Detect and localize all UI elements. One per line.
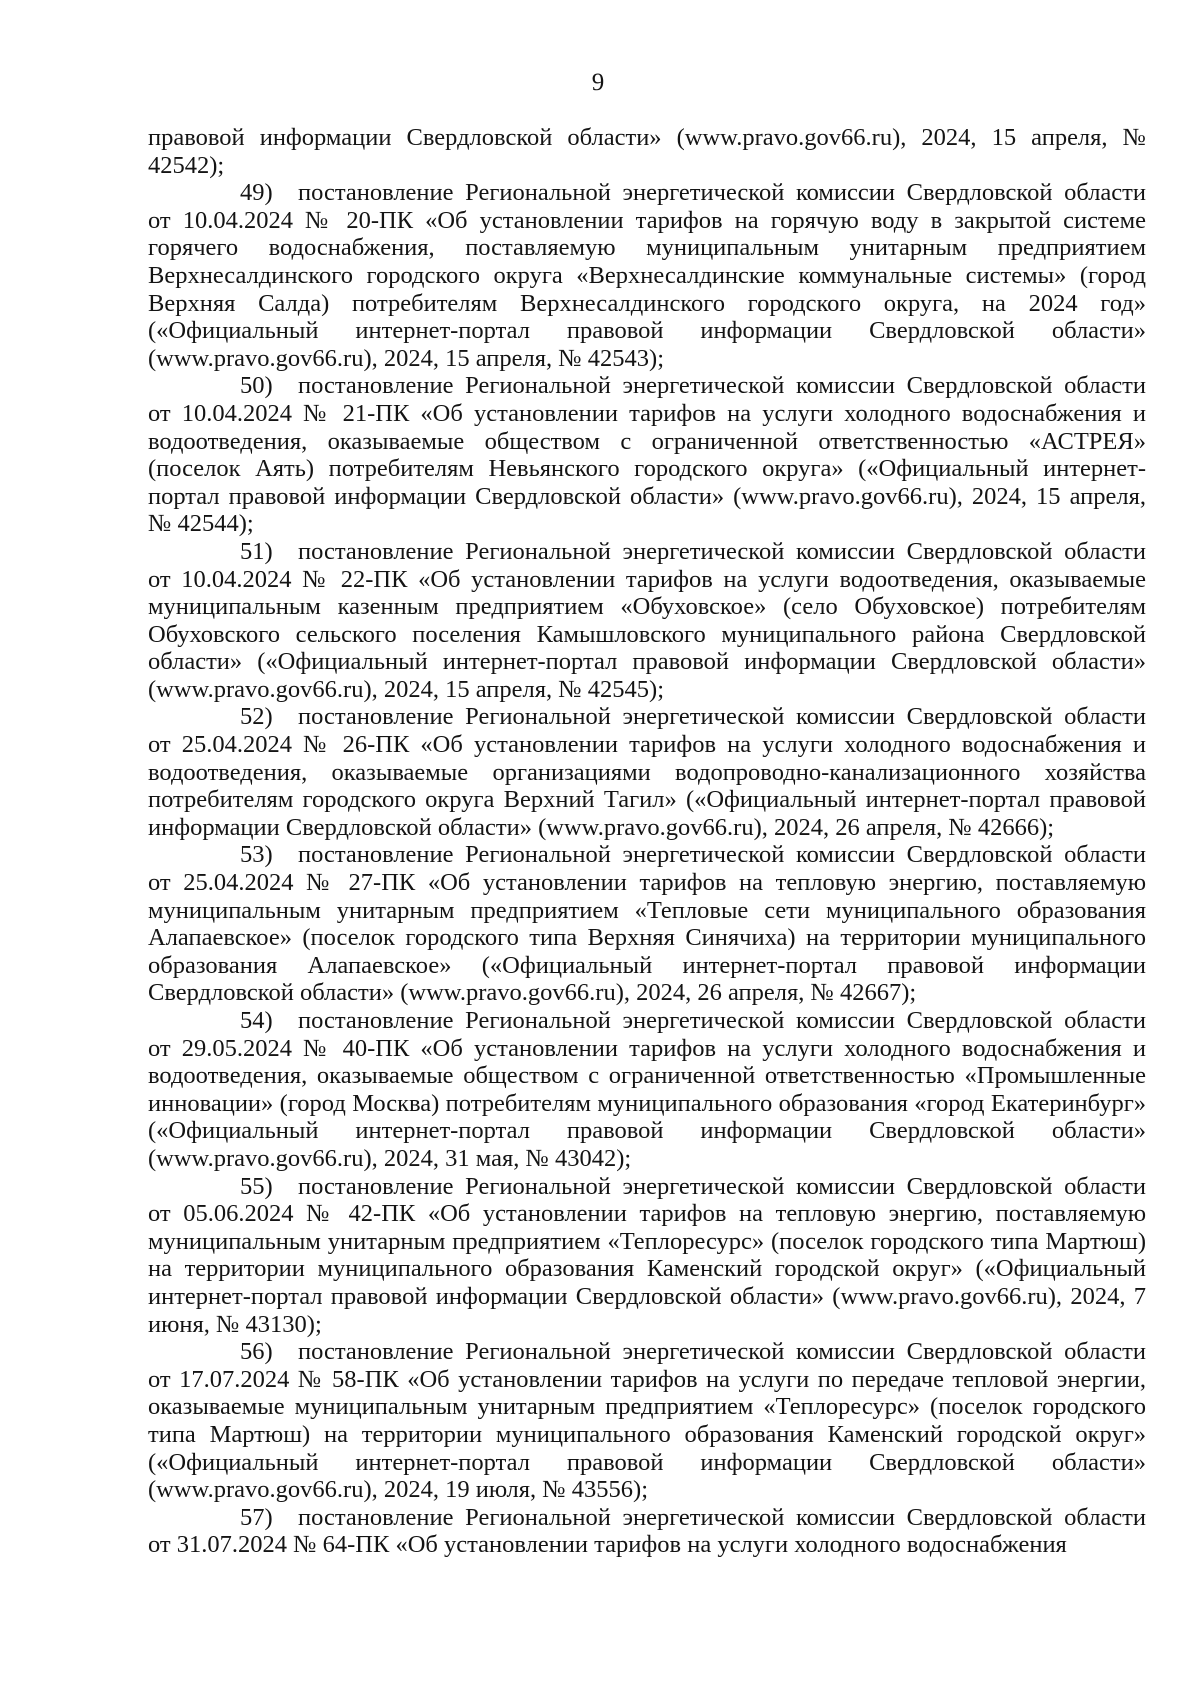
item-number: 57)	[240, 1503, 273, 1531]
list-item	[148, 841, 1146, 1007]
item-number: 55)	[240, 1172, 273, 1200]
item-number: 51)	[240, 537, 273, 565]
item-text: постановление Региональной энергетической комиссии Свердловской области от 05.06.2024 № 42-ПК «Об установлении тарифов на тепловую энергию, поставляемую муниципальным унитарным предприятием «Теплоресурс» (поселок городского типа Мартюш) на территории муниципального образования Каменский городской округ» («Официальный интернет-портал правовой информации Свердловской области» (www.pravo.gov66.ru), 2024, 7 июня, № 43130);	[148, 1172, 1146, 1338]
item-text: постановление Региональной энергетической комиссии Свердловской области от 10.04.2024 № 22-ПК «Об установлении тарифов на услуги водоотведения, оказываемые муниципальным казенным предприятием «Обуховское» (село Обуховское) потребителям Обуховского сельского поселения Камышловского муниципального района Свердловской области» («Официальный интернет-портал правовой информации Свердловской области» (www.pravo.gov66.ru), 2024, 15 апреля, № 42545);	[148, 537, 1146, 703]
item-number: 54)	[240, 1007, 273, 1034]
list-item	[148, 372, 1146, 538]
document-body	[148, 124, 1146, 1559]
list-item	[148, 179, 1146, 372]
list-item	[148, 1007, 1146, 1173]
item-text: постановление Региональной энергетической комиссии Свердловской области от 29.05.2024 № 40-ПК «Об установлении тарифов на услуги холодного водоснабжения и водоотведения, оказываемые обществом с ограниченной ответственностью «Промышленные инновации» (город Москва) потребителям муниципального образования «город Екатеринбург» («Официальный интернет-портал правовой информации Свердловской области» (www.pravo.gov66.ru), 2024, 31 мая, № 43042);	[148, 1007, 1146, 1172]
item-text: постановление Региональной энергетической комиссии Свердловской области от 25.04.2024 № 27-ПК «Об установлении тарифов на тепловую энергию, поставляемую муниципальным унитарным предприятием «Тепловые сети муниципального образования Алапаевское» (поселок городского типа Верхняя Синячиха) на территории муниципального образования Алапаевское» («Официальный интернет-портал правовой информации Свердловской области» (www.pravo.gov66.ru), 2024, 26 апреля, № 42667);	[148, 841, 1146, 1007]
item-number: 52)	[240, 703, 273, 731]
item-text: постановление Региональной энергетической комиссии Свердловской области от 10.04.2024 № 21-ПК «Об установлении тарифов на услуги холодного водоснабжения и водоотведения, оказываемые обществом с ограниченной ответственностью «АСТРЕЯ» (поселок Аять) потребителям Невьянского городского округа» («Официальный интернет-портал правовой информации Свердловской области» (www.pravo.gov66.ru), 2024, 15 апреля, № 42544);	[148, 372, 1146, 538]
continuation-paragraph: правовой информации Свердловской области» (www.pravo.gov66.ru), 2024, 15 апреля, № 42542);	[148, 124, 1146, 179]
list-item	[148, 1504, 1146, 1559]
item-number: 53)	[240, 841, 273, 869]
item-number: 50)	[240, 372, 273, 400]
item-text: постановление Региональной энергетической комиссии Свердловской области от 25.04.2024 № 26-ПК «Об установлении тарифов на услуги холодного водоснабжения и водоотведения, оказываемые организациями водопроводно-канализационного хозяйства потребителям городского округа Верхний Тагил» («Официальный интернет-портал правовой информации Свердловской области» (www.pravo.gov66.ru), 2024, 26 апреля, № 42666);	[148, 703, 1146, 841]
list-item	[148, 703, 1146, 841]
item-text: постановление Региональной энергетической комиссии Свердловской области от 17.07.2024 № 58-ПК «Об установлении тарифов на услуги по передаче тепловой энергии, оказываемые муниципальным унитарным предприятием «Теплоресурс» (поселок городского типа Мартюш) на территории муниципального образования Каменский городской округ» («Официальный интернет-портал правовой информации Свердловской области» (www.pravo.gov66.ru), 2024, 19 июля, № 43556);	[148, 1338, 1146, 1504]
list-item	[148, 1173, 1146, 1339]
list-item	[148, 1338, 1146, 1504]
item-text: постановление Региональной энергетической комиссии Свердловской области от 31.07.2024 № 64-ПК «Об установлении тарифов на услуги холодного водоснабжения	[148, 1503, 1146, 1559]
item-number: 56)	[240, 1338, 273, 1366]
item-number: 49)	[240, 179, 273, 207]
page-number: 9	[591, 69, 605, 96]
list-item	[148, 538, 1146, 704]
item-text: постановление Региональной энергетической комиссии Свердловской области от 10.04.2024 № 20-ПК «Об установлении тарифов на горячую воду в закрытой системе горячего водоснабжения, поставляемую муниципальным унитарным предприятием Верхнесалдинского городского округа «Верхнесалдинские коммунальные системы» (город Верхняя Салда) потребителям Верхнесалдинского городского округа, на 2024 год» («Официальный интернет-портал правовой информации Свердловской области» (www.pravo.gov66.ru), 2024, 15 апреля, № 42543);	[148, 179, 1146, 372]
